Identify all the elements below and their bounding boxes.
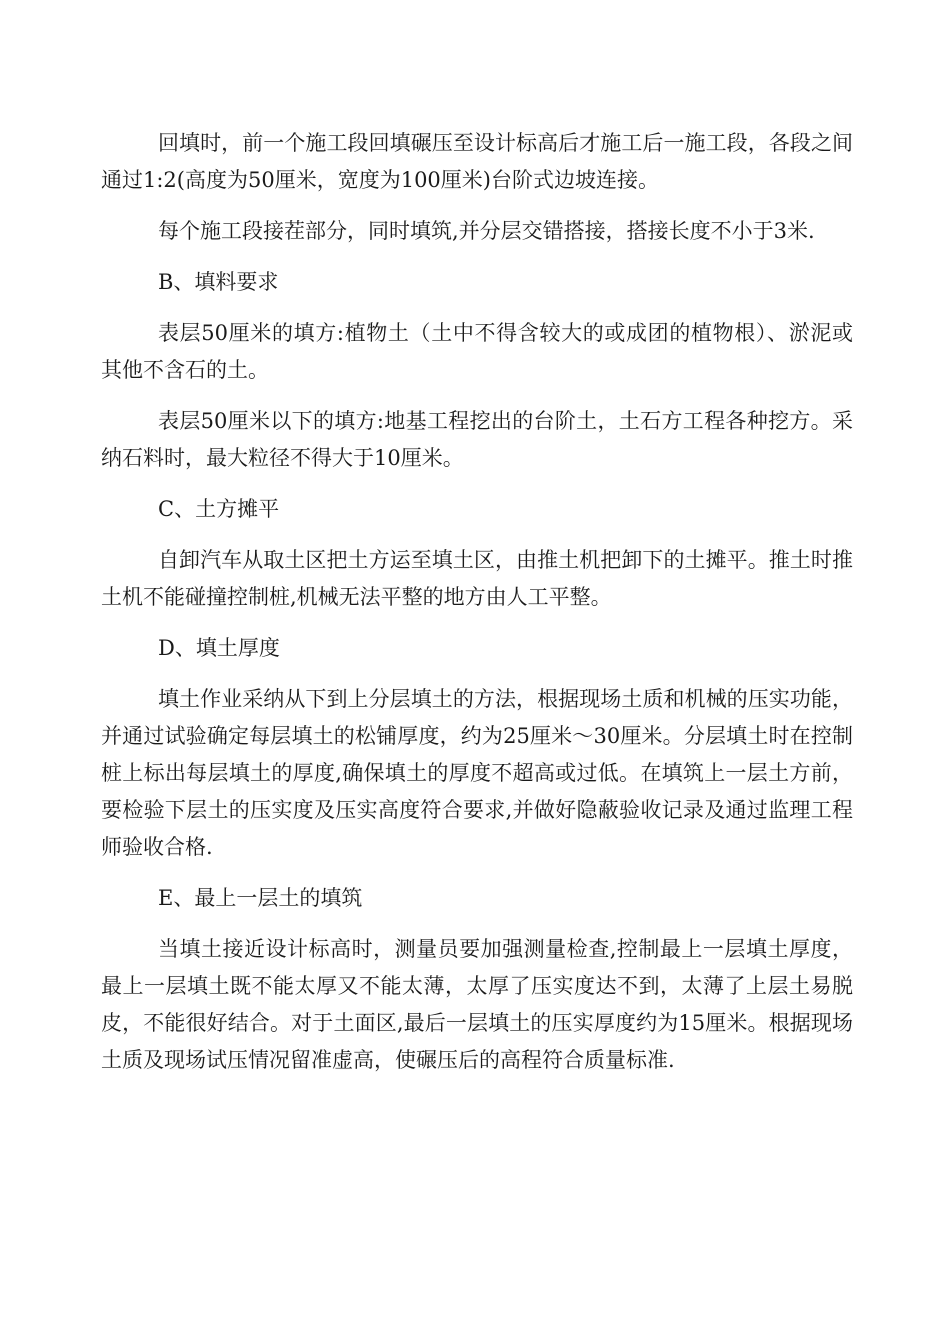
document-body	[101, 125, 853, 1093]
paragraph-backfill-sequence: 回填时，前一个施工段回填碾压至设计标高后才施工后一施工段，各段之间通过1:2(高度为50厘米，宽度为100厘米)台阶式边坡连接。	[101, 131, 853, 192]
section-heading-fill-material: B、填料要求	[158, 270, 279, 294]
section-heading-spreading: C、土方摊平	[158, 497, 280, 521]
paragraph-top-layer: 当填土接近设计标高时，测量员要加强测量检查,控制最上一层填土厚度，最上一层填土既不能太厚又不能太薄，太厚了压实度达不到，太薄了上层土易脱皮，不能很好结合。对于土面区,最后一层填土的压实厚度约为15厘米。根据现场土质及现场试压情况留准虚高，使碾压后的高程符合质量标准.	[101, 937, 853, 1072]
paragraph-subsurface-fill: 表层50厘米以下的填方:地基工程挖出的台阶土，土石方工程各种挖方。采纳石料时，最大粒径不得大于10厘米。	[101, 409, 853, 470]
paragraph-surface-fill: 表层50厘米的填方:植物土（土中不得含较大的或成团的植物根）、淤泥或其他不含石的土。	[101, 321, 853, 382]
paragraph-joint-overlap: 每个施工段接茬部分，同时填筑,并分层交错搭接，搭接长度不小于3米.	[158, 219, 815, 243]
section-heading-top-layer: E、最上一层土的填筑	[158, 886, 363, 910]
paragraph-fill-thickness: 填土作业采纳从下到上分层填土的方法，根据现场土质和机械的压实功能，并通过试验确定每层填土的松铺厚度，约为25厘米～30厘米。分层填土时在控制桩上标出每层填土的厚度,确保填土的厚度不超高或过低。在填筑上一层土方前，要检验下层土的压实度及压实高度符合要求,并做好隐蔽验收记录及通过监理工程师验收合格.	[101, 687, 853, 859]
paragraph-spreading: 自卸汽车从取土区把土方运至填土区，由推土机把卸下的土摊平。推土时推土机不能碰撞控制桩,机械无法平整的地方由人工平整。	[101, 548, 853, 609]
section-heading-fill-thickness: D、填土厚度	[158, 636, 280, 660]
